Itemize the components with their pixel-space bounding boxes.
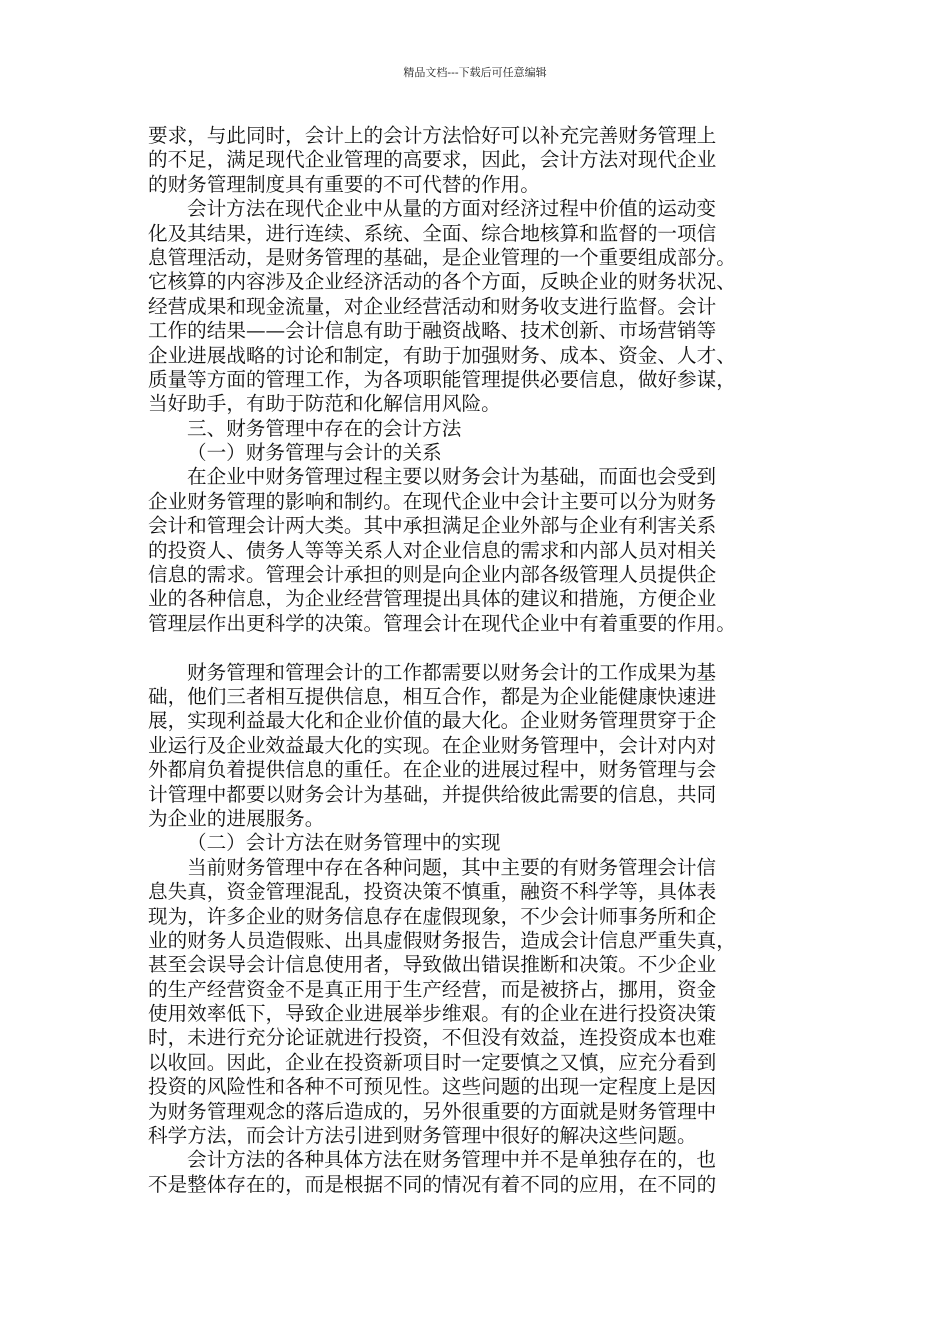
text-line: 当前财务管理中存在各种问题，其中主要的有财务管理会计信 [187, 855, 717, 879]
text-line: 信息的需求。管理会计承担的则是向企业内部各级管理人员提供企 [148, 563, 717, 587]
text-line: 当好助手，有助于防范和化解信用风险。 [148, 392, 501, 416]
text-line: 息管理活动，是财务管理的基础，是企业管理的一个重要组成部分。 [148, 245, 736, 269]
text-line: 的财务管理制度具有重要的不可代替的作用。 [148, 172, 540, 196]
page-header: 精品文档---下载后可任意编辑 [403, 66, 547, 79]
text-line: 会计和管理会计两大类。其中承担满足企业外部与企业有利害关系 [148, 514, 717, 538]
text-line: 三、财务管理中存在的会计方法 [187, 416, 462, 440]
text-line: 息失真，资金管理混乱，投资决策不慎重，融资不科学等，具体表 [148, 880, 717, 904]
text-line: 不是整体存在的，而是根据不同的情况有着不同的应用，在不同的 [148, 1172, 717, 1196]
text-line: 化及其结果，进行连续、系统、全面、综合地核算和监督的一项信 [148, 221, 717, 245]
text-line: 础，他们三者相互提供信息，相互合作，都是为企业能健康快速进 [148, 684, 717, 708]
text-line: 它核算的内容涉及企业经济活动的各个方面，反映企业的财务状况、 [148, 270, 736, 294]
text-line: 外都肩负着提供信息的重任。在企业的进展过程中，财务管理与会 [148, 758, 717, 782]
text-line: 管理层作出更科学的决策。管理会计在现代企业中有着重要的作用。 [148, 611, 736, 635]
text-line: 甚至会误导会计信息使用者，导致做出错误推断和决策。不少企业 [148, 953, 717, 977]
text-line: 的不足，满足现代企业管理的高要求，因此，会计方法对现代企业 [148, 148, 717, 172]
text-line: 工作的结果——会计信息有助于融资战略、技术创新、市场营销等 [148, 319, 717, 343]
text-line: 企业财务管理的影响和制约。在现代企业中会计主要可以分为财务 [148, 489, 717, 513]
text-line: 投资的风险性和各种不可预见性。这些问题的出现一定程度上是因 [148, 1075, 717, 1099]
text-line: 的投资人、债务人等等关系人对企业信息的需求和内部人员对相关 [148, 538, 717, 562]
text-line: 财务管理和管理会计的工作都需要以财务会计的工作成果为基 [187, 660, 717, 684]
text-line: 业的财务人员造假账、出具虚假财务报告，造成会计信息严重失真， [148, 928, 736, 952]
text-line: 时，未进行充分论证就进行投资，不但没有效益，连投资成本也难 [148, 1026, 717, 1050]
document-body [148, 124, 810, 1197]
text-line: 会计方法在现代企业中从量的方面对经济过程中价值的运动变 [187, 197, 717, 221]
text-line: （二）会计方法在财务管理中的实现 [187, 831, 501, 855]
text-line: 使用效率低下，导致企业进展举步维艰。有的企业在进行投资决策 [148, 1002, 717, 1026]
text-line: 经营成果和现金流量，对企业经营活动和财务收支进行监督。会计 [148, 294, 717, 318]
text-line: 科学方法，而会计方法引进到财务管理中很好的解决这些问题。 [148, 1124, 697, 1148]
text-line: 要求，与此同时，会计上的会计方法恰好可以补充完善财务管理上 [148, 124, 717, 147]
text-line: （一）财务管理与会计的关系 [187, 441, 442, 465]
blank-line [148, 636, 810, 660]
text-line: 的生产经营资金不是真正用于生产经营，而是被挤占，挪用，资金 [148, 977, 717, 1001]
text-line: 为财务管理观念的落后造成的，另外很重要的方面就是财务管理中 [148, 1099, 717, 1123]
text-line: 会计方法的各种具体方法在财务管理中并不是单独存在的，也 [187, 1148, 717, 1172]
text-line: 在企业中财务管理过程主要以财务会计为基础，而面也会受到 [187, 465, 717, 489]
text-line: 计管理中都要以财务会计为基础，并提供给彼此需要的信息，共同 [148, 782, 717, 806]
text-line: 现为，许多企业的财务信息存在虚假现象，不少会计师事务所和企 [148, 904, 717, 928]
text-line: 以收回。因此，企业在投资新项目时一定要慎之又慎，应充分看到 [148, 1050, 717, 1074]
text-line: 为企业的进展服务。 [148, 806, 325, 830]
text-line: 质量等方面的管理工作，为各项职能管理提供必要信息，做好参谋， [148, 367, 736, 391]
text-line: 企业进展战略的讨论和制定，有助于加强财务、成本、资金、人才、 [148, 343, 736, 367]
text-line: 展，实现利益最大化和企业价值的最大化。企业财务管理贯穿于企 [148, 709, 717, 733]
text-line: 业运行及企业效益最大化的实现。在企业财务管理中，会计对内对 [148, 733, 717, 757]
text-line: 业的各种信息，为企业经营管理提出具体的建议和措施，方便企业 [148, 587, 717, 611]
